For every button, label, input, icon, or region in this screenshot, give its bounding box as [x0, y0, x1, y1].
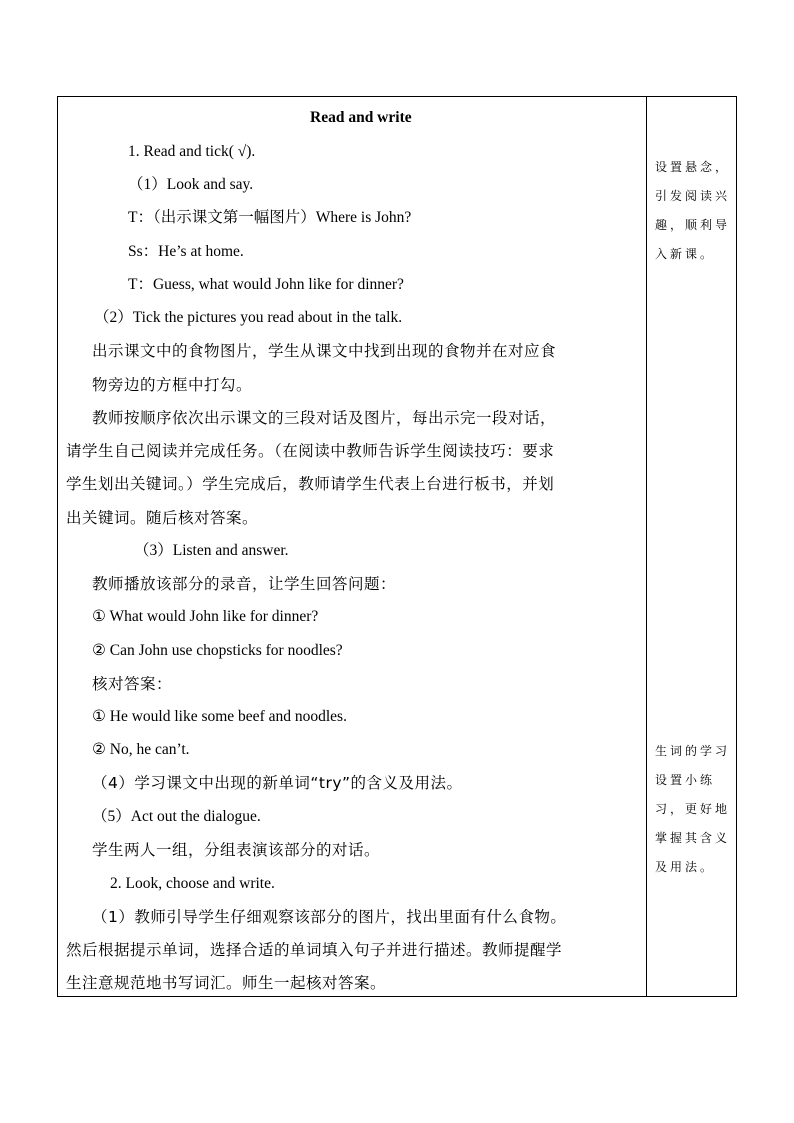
text-line: 核对答案： — [92, 675, 173, 693]
notes-cell — [647, 97, 737, 996]
text-line: 学生两人一组，分组表演该部分的对话。 — [92, 841, 381, 859]
text-line: T：（出示课文第一幅图片）Where is John? — [128, 209, 412, 226]
text-line: 然后根据提示单词，选择合适的单词填入句子并进行描述。教师提醒学 — [66, 941, 563, 959]
text-line: ① What would John like for dinner? — [92, 608, 319, 625]
text-line: ② Can John use chopsticks for noodles? — [92, 642, 343, 659]
text-line: （3）Listen and answer. — [134, 542, 289, 559]
text-line: 教师播放该部分的录音，让学生回答问题： — [92, 575, 397, 593]
text-line: 学生划出关键词。）学生完成后，教师请学生代表上台进行板书，并划 — [66, 475, 555, 493]
text-line: （1）Look and say. — [128, 176, 254, 193]
lesson-plan-table — [57, 96, 737, 997]
side-note: 设置悬念，引发阅读兴趣，顺利导入新课。 — [655, 160, 731, 261]
main-content-cell — [58, 97, 646, 996]
section-title: Read and write — [310, 109, 412, 126]
text-line: 出示课文中的食物图片，学生从课文中找到出现的食物并在对应食 — [92, 342, 557, 360]
text-line: 1. Read and tick( √). — [128, 143, 256, 160]
text-line: T：Guess, what would John like for dinner? — [128, 276, 404, 293]
side-note: 生词的学习设置小练习，更好地掌握其含义及用法。 — [655, 744, 731, 874]
text-line: 出关键词。随后核对答案。 — [66, 509, 259, 527]
text-line: 物旁边的方框中打勾。 — [92, 376, 253, 394]
text-line: 生注意规范地书写词汇。师生一起核对答案。 — [66, 974, 387, 992]
text-line: ① He would like some beef and noodles. — [92, 708, 347, 725]
text-line: （2）Tick the pictures you read about in the talk. — [94, 309, 403, 326]
text-line: 请学生自己阅读并完成任务。（在阅读中教师告诉学生阅读技巧：要求 — [66, 442, 555, 460]
text-line: （5）Act out the dialogue. — [92, 808, 261, 825]
text-line: （4）学习课文中出现的新单词“try”的含义及用法。 — [92, 774, 463, 792]
text-line: 2. Look, choose and write. — [110, 875, 275, 892]
text-line: ② No, he can’t. — [92, 741, 190, 758]
text-line: （1）教师引导学生仔细观察该部分的图片，找出里面有什么食物。 — [92, 908, 567, 926]
text-line: 教师按顺序依次出示课文的三段对话及图片，每出示完一段对话， — [92, 409, 557, 427]
text-line: Ss：He’s at home. — [128, 243, 244, 260]
